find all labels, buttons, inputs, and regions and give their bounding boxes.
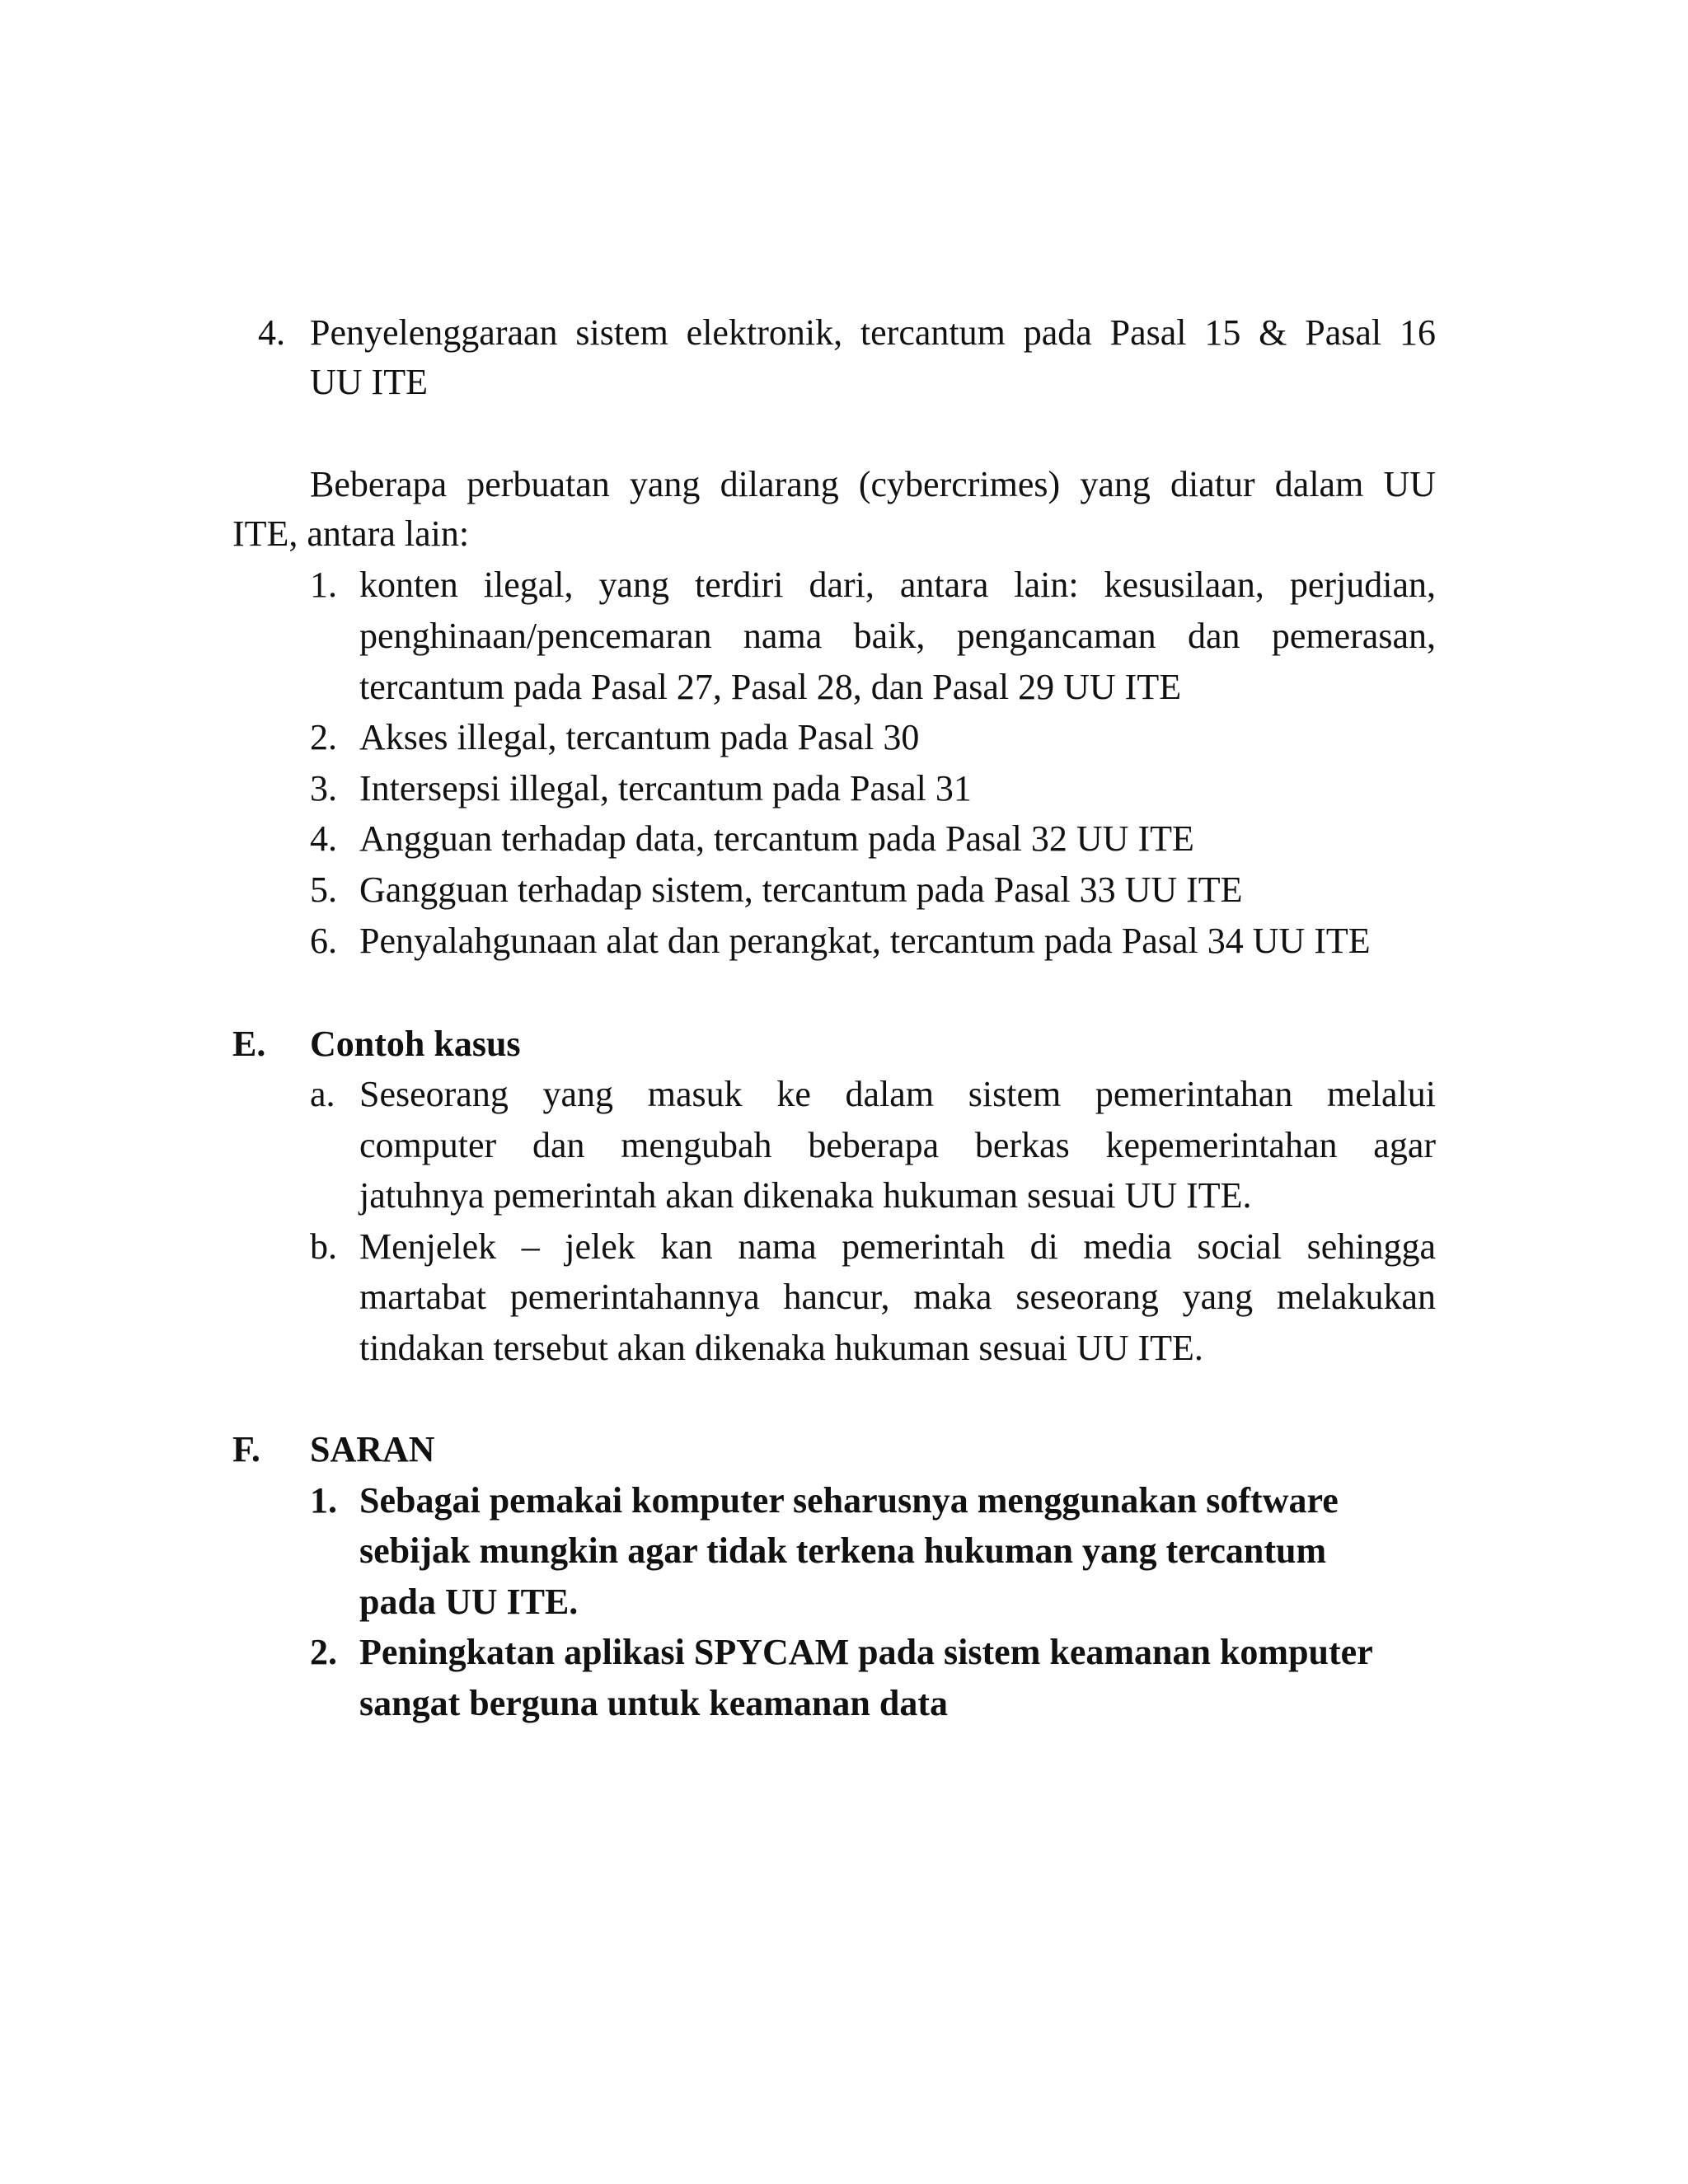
paragraph-line: ITE, antara lain: [232,513,470,554]
list-item-text: Menjelek – jelek kan nama pemerintah di media social sehingga [359,1226,1436,1267]
list-item-text: UU ITE [310,362,428,402]
section-letter: F. [232,1429,260,1469]
list-item-text: Angguan terhadap data, tercantum pada Pasal 32 UU ITE [359,818,1194,859]
list-item-text: martabat pemerintahannya hancur, maka seseorang yang melakukan [359,1277,1436,1317]
list-item-text: Akses illegal, tercantum pada Pasal 30 [359,717,920,757]
list-item-text: sangat berguna untuk keamanan data [359,1683,948,1723]
list-item-text: Sebagai pemakai komputer seharusnya menggunakan software [359,1480,1339,1521]
list-number: 1. [310,565,337,605]
list-number: 4. [310,818,337,859]
section-letter: E. [232,1024,266,1064]
list-item-text: tercantum pada Pasal 27, Pasal 28, dan Pasal 29 UU ITE [359,667,1182,707]
list-number: 2. [310,717,337,757]
list-item-text: tindakan tersebut akan dikenaka hukuman sesuai UU ITE. [359,1328,1203,1368]
paragraph-line: Beberapa perbuatan yang dilarang (cybercrimes) yang diatur dalam UU [310,464,1436,504]
list-item-text: Intersepsi illegal, tercantum pada Pasal 31 [359,768,972,808]
list-number: 3. [310,768,337,808]
list-item-text: konten ilegal, yang terdiri dari, antara lain: kesusilaan, perjudian, [359,565,1436,605]
list-item-text: pada UU ITE. [359,1582,579,1622]
list-marker: a. [310,1074,335,1114]
list-number: 4. [258,312,285,353]
list-item-text: penghinaan/pencemaran nama baik, pengancaman dan pemerasan, [359,616,1436,656]
list-item-text: computer dan mengubah beberapa berkas kepemerintahan agar [359,1125,1436,1165]
list-item-text: Seseorang yang masuk ke dalam sistem pemerintahan melalui [359,1074,1436,1114]
list-item-text: sebijak mungkin agar tidak terkena hukuman yang tercantum [359,1530,1327,1571]
list-item-text: Penyalahgunaan alat dan perangkat, tercantum pada Pasal 34 UU ITE [359,921,1371,961]
list-number: 6. [310,921,337,961]
list-number: 5. [310,869,337,910]
list-number: 1. [310,1480,337,1521]
list-item-text: jatuhnya pemerintah akan dikenaka hukuman sesuai UU ITE. [359,1175,1252,1216]
list-marker: b. [310,1226,337,1267]
list-item-text: Penyelenggaraan sistem elektronik, tercantum pada Pasal 15 & Pasal 16 [310,312,1436,353]
section-title: Contoh kasus [310,1024,521,1064]
list-item-text: Peningkatan aplikasi SPYCAM pada sistem keamanan komputer [359,1632,1373,1672]
list-item-text: Gangguan terhadap sistem, tercantum pada Pasal 33 UU ITE [359,869,1243,910]
list-number: 2. [310,1632,337,1672]
section-title: SARAN [310,1429,435,1469]
